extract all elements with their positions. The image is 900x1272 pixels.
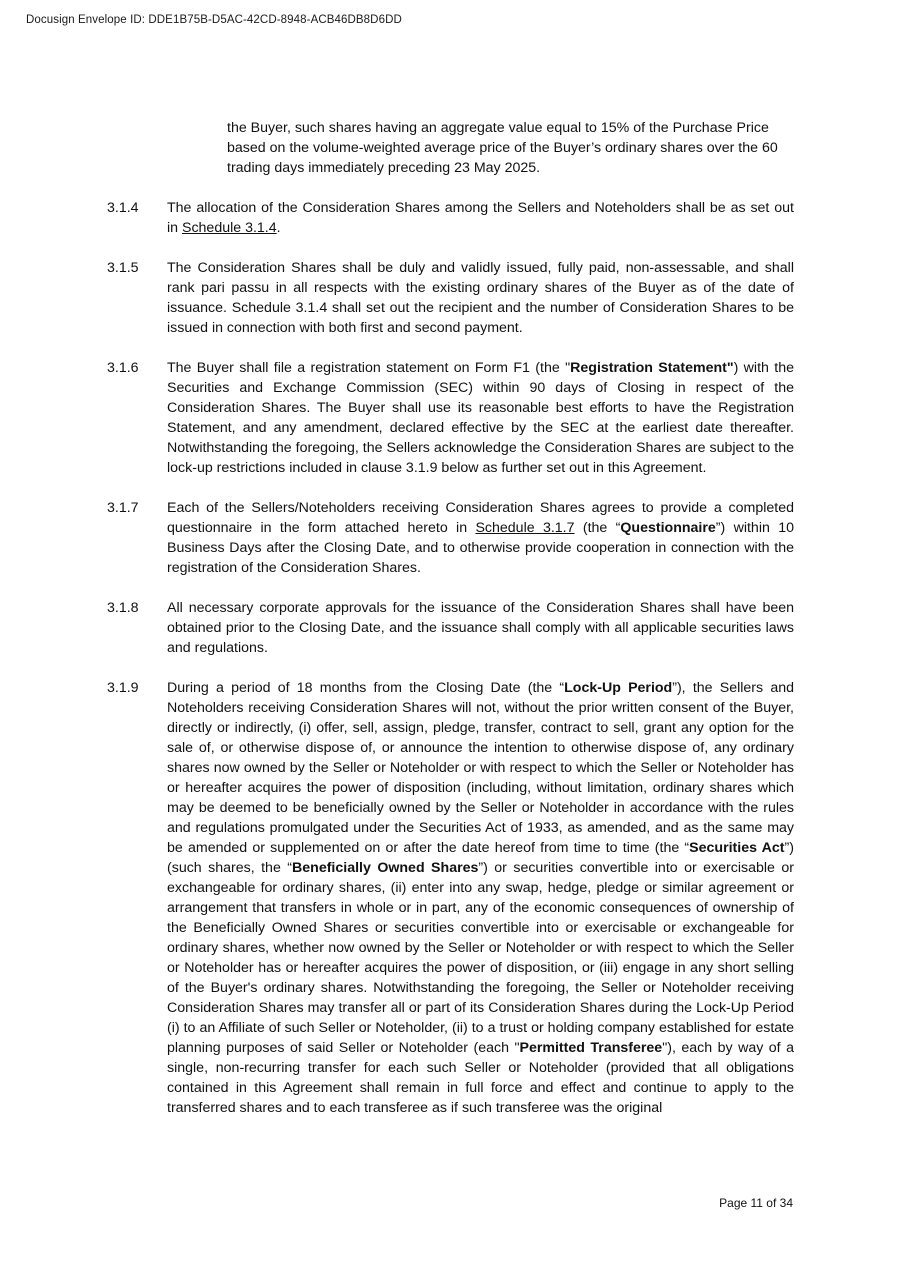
defined-term: Permitted Transferee <box>519 1040 663 1056</box>
clause-3-1-9 <box>107 678 794 1118</box>
clause-number: 3.1.5 <box>107 260 139 276</box>
clause-3-1-7 <box>107 498 794 578</box>
docusign-envelope-id: Docusign Envelope ID: DDE1B75B-D5AC-42CD-8948-ACB46DB8D6DD <box>26 14 402 26</box>
clause-text-part: . <box>276 220 281 236</box>
clause-number: 3.1.9 <box>107 680 139 696</box>
clause-text-part: ) with the Securities and Exchange Commission (SEC) within 90 days of Closing in respect of the Consideration Shares. The Buyer shall use its reasonable best efforts to have the Registration Statement, and any amendment, declared effective by the SEC at the earliest date thereafter. Notwithstanding the foregoing, the Sellers acknowledge the Consideration Shares are subject to the lock-up restrictions included in clause 3.1.9 below as further set out in this Agreement. <box>167 360 795 476</box>
clause-text-part: ”) (such shares, the “ <box>167 840 794 876</box>
clause-text-part: Each of the Sellers/Noteholders receiving Consideration Shares agrees to provide a completed questionnaire in the form attached hereto in <box>167 500 794 536</box>
clause-text-part: (the “ <box>574 520 621 536</box>
clause-text-part: ”) or securities convertible into or exercisable or exchangeable for ordinary shares, (ii) enter into any swap, hedge, pledge or similar agreement or arrangement that transfers in whole or in part, any of the economic consequences of ownership of the Beneficially Owned Shares or securities convertible into or exercisable or exchangeable for ordinary shares, whether now owned by the Seller or Noteholder or with respect to which the Seller or Noteholder has or hereafter acquires the power of disposition, or (iii) engage in any short selling of the Buyer's ordinary shares. Notwithstanding the foregoing, the Seller or Noteholder receiving Consideration Shares may transfer all or part of its Consideration Shares during the Lock-Up Period (i) to an Affiliate of such Seller or Noteholder, (ii) to a trust or holding company established for estate planning purposes of said Seller or Noteholder (each " <box>167 860 794 1056</box>
clause-number: 3.1.7 <box>107 500 139 516</box>
schedule-3-1-7-link[interactable]: Schedule 3.1.7 <box>475 520 575 536</box>
page-number: Page 11 of 34 <box>719 1196 793 1210</box>
clause-3-1-6 <box>107 358 794 478</box>
clause-text <box>167 198 794 238</box>
defined-term: Registration Statement" <box>570 360 734 376</box>
clause-3-1-5 <box>107 258 794 338</box>
defined-term: Lock-Up Period <box>564 680 673 696</box>
clause-number: 3.1.6 <box>107 360 139 376</box>
clause-text <box>167 358 794 478</box>
clause-text-part: ”) within 10 Business Days after the Closing Date, and to otherwise provide cooperation in connection with the registration of the Consideration Shares. <box>167 520 794 576</box>
clause-3-1-4 <box>107 198 794 238</box>
clause-3-1-8 <box>107 598 794 658</box>
clause-number: 3.1.4 <box>107 200 139 216</box>
clause-text-part: ”), the Sellers and Noteholders receiving Consideration Shares will not, without the prior written consent of the Buyer, directly or indirectly, (i) offer, sell, assign, pledge, transfer, contract to sell, grant any option for the sale of, or otherwise dispose of, or announce the intention to otherwise dispose of, any ordinary shares now owned by the Seller or Noteholder or with respect to which the Seller or Noteholder has or hereafter acquires the power of disposition (including, without limitation, ordinary shares which may be deemed to be beneficially owned by the Seller or Noteholder in accordance with the rules and regulations promulgated under the Securities Act of 1933, as amended, and as the same may be amended or supplemented on or after the date hereof from time to time (the “ <box>167 680 794 856</box>
schedule-3-1-4-link[interactable]: Schedule 3.1.4 <box>181 220 277 236</box>
clause-text-part: "), each by way of a single, non-recurring transfer for each such Seller or Noteholder (provided that all obligations contained in this Agreement shall remain in full force and effect and continue to apply to the transferred shares and to each transferee as if such transferee was the original <box>167 1040 794 1116</box>
defined-term: Beneficially Owned Shares <box>292 860 479 876</box>
continuation-paragraph: the Buyer, such shares having an aggregate value equal to 15% of the Purchase Price based on the volume-weighted average price of the Buyer’s ordinary shares over the 60 trading days immediately preceding 23 May 2025. <box>227 120 778 176</box>
clause-text-part: The allocation of the Consideration Shares among the Sellers and Noteholders shall be as set out in <box>167 200 794 236</box>
clause-text: The Consideration Shares shall be duly and validly issued, fully paid, non-assessable, and shall rank pari passu in all respects with the existing ordinary shares of the Buyer as of the date of issuance. Schedule 3.1.4 shall set out the recipient and the number of Consideration Shares to be issued in connection with both first and second payment. <box>167 260 794 336</box>
defined-term: Securities Act <box>689 840 785 856</box>
clause-text <box>167 498 794 578</box>
clause-text <box>167 678 794 1118</box>
clause-text: All necessary corporate approvals for the issuance of the Consideration Shares shall have been obtained prior to the Closing Date, and the issuance shall comply with all applicable securities laws and regulations. <box>167 600 794 656</box>
defined-term: Questionnaire <box>620 520 716 536</box>
document-body <box>107 118 794 1118</box>
clause-text-part: The Buyer shall file a registration statement on Form F1 (the " <box>167 360 571 376</box>
clause-text-part: During a period of 18 months from the Closing Date (the “ <box>167 680 565 696</box>
clause-number: 3.1.8 <box>107 600 139 616</box>
